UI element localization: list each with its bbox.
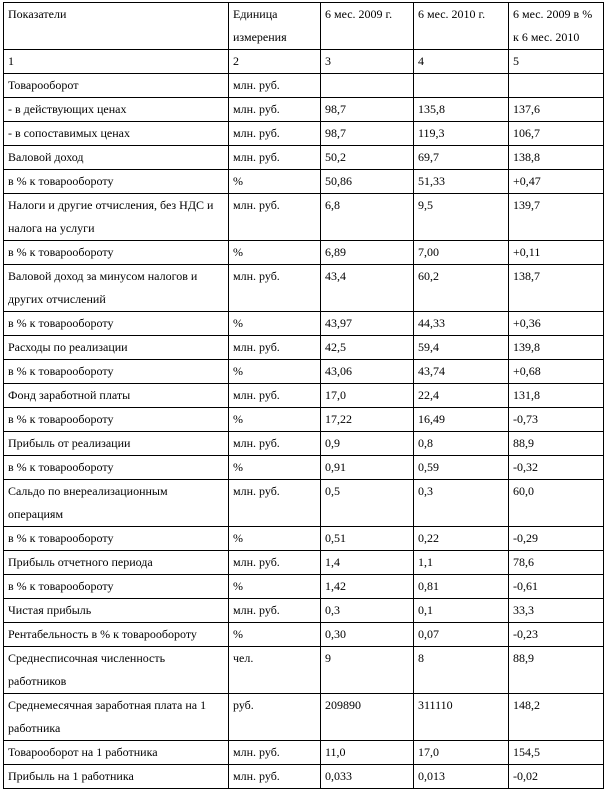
table-row	[4, 194, 604, 241]
value-2009-cell: 0,51	[321, 527, 414, 551]
indicator-cell: в % к товарообороту	[4, 408, 229, 432]
column-number: 2	[229, 50, 321, 74]
value-2009-cell: 50,86	[321, 170, 414, 194]
table-row	[4, 312, 604, 336]
table-row	[4, 623, 604, 647]
value-2010-cell: 135,8	[414, 98, 509, 122]
value-2010-cell: 0,07	[414, 623, 509, 647]
value-2009-cell: 42,5	[321, 336, 414, 360]
indicator-cell: в % к товарообороту	[4, 527, 229, 551]
value-2009-cell: 17,22	[321, 408, 414, 432]
indicator-cell: Валовой доход	[4, 146, 229, 170]
ratio-cell: +0,68	[509, 360, 604, 384]
table-row	[4, 408, 604, 432]
table-row	[4, 527, 604, 551]
value-2009-cell: 98,7	[321, 122, 414, 146]
unit-cell: %	[229, 456, 321, 480]
unit-cell: млн. руб.	[229, 432, 321, 456]
unit-cell: млн. руб.	[229, 122, 321, 146]
table-row	[4, 432, 604, 456]
unit-cell: млн. руб.	[229, 98, 321, 122]
unit-cell: млн. руб.	[229, 336, 321, 360]
unit-cell: млн. руб.	[229, 599, 321, 623]
table-row	[4, 146, 604, 170]
value-2010-cell: 22,4	[414, 384, 509, 408]
table-row	[4, 480, 604, 527]
table-row	[4, 456, 604, 480]
table-row	[4, 647, 604, 694]
table-row	[4, 599, 604, 623]
ratio-cell: 154,5	[509, 741, 604, 765]
ratio-cell: 139,8	[509, 336, 604, 360]
value-2009-cell: 11,0	[321, 741, 414, 765]
indicator-cell: Прибыль на 1 работника	[4, 765, 229, 789]
table-row	[4, 765, 604, 789]
unit-cell: чел.	[229, 647, 321, 694]
ratio-cell: 33,3	[509, 599, 604, 623]
ratio-cell: 138,7	[509, 265, 604, 312]
unit-cell: млн. руб.	[229, 741, 321, 765]
indicator-cell: Среднемесячная заработная плата на 1 работника	[4, 694, 229, 741]
table-row	[4, 384, 604, 408]
indicators-table	[3, 2, 604, 789]
value-2009-cell: 209890	[321, 694, 414, 741]
unit-cell: %	[229, 241, 321, 265]
value-2009-cell: 43,4	[321, 265, 414, 312]
unit-cell: %	[229, 623, 321, 647]
table-row	[4, 741, 604, 765]
header-unit: Единица измерения	[229, 3, 321, 50]
ratio-cell: +0,47	[509, 170, 604, 194]
ratio-cell: -0,23	[509, 623, 604, 647]
table-row	[4, 336, 604, 360]
column-number: 3	[321, 50, 414, 74]
value-2009-cell: 0,5	[321, 480, 414, 527]
ratio-cell: -0,29	[509, 527, 604, 551]
header-indicator: Показатели	[4, 3, 229, 50]
indicator-cell: Валовой доход за минусом налогов и других отчислений	[4, 265, 229, 312]
table-row	[4, 170, 604, 194]
column-number: 4	[414, 50, 509, 74]
value-2009-cell: 6,8	[321, 194, 414, 241]
unit-cell: млн. руб.	[229, 194, 321, 241]
value-2009-cell: 6,89	[321, 241, 414, 265]
unit-cell: млн. руб.	[229, 765, 321, 789]
value-2010-cell: 0,8	[414, 432, 509, 456]
value-2010-cell: 60,2	[414, 265, 509, 312]
table-row	[4, 122, 604, 146]
value-2010-cell: 17,0	[414, 741, 509, 765]
indicator-cell: - в сопоставимых ценах	[4, 122, 229, 146]
ratio-cell: +0,11	[509, 241, 604, 265]
value-2009-cell: 17,0	[321, 384, 414, 408]
indicator-cell: в % к товарообороту	[4, 312, 229, 336]
ratio-cell: 60,0	[509, 480, 604, 527]
table-row	[4, 265, 604, 312]
value-2010-cell: 69,7	[414, 146, 509, 170]
ratio-cell: -0,73	[509, 408, 604, 432]
header-ratio: 6 мес. 2009 в % к 6 мес. 2010	[509, 3, 604, 50]
ratio-cell: 78,6	[509, 551, 604, 575]
value-2009-cell: 0,30	[321, 623, 414, 647]
indicator-cell: в % к товарообороту	[4, 360, 229, 384]
unit-cell: млн. руб.	[229, 551, 321, 575]
value-2009-cell: 43,97	[321, 312, 414, 336]
value-2010-cell: 119,3	[414, 122, 509, 146]
numbering-row	[4, 50, 604, 74]
value-2010-cell: 44,33	[414, 312, 509, 336]
value-2010-cell: 16,49	[414, 408, 509, 432]
value-2010-cell	[414, 74, 509, 98]
indicator-cell: Товарооборот	[4, 74, 229, 98]
unit-cell: %	[229, 408, 321, 432]
ratio-cell: +0,36	[509, 312, 604, 336]
indicator-cell: Сальдо по внереализационным операциям	[4, 480, 229, 527]
column-number: 1	[4, 50, 229, 74]
ratio-cell: -0,02	[509, 765, 604, 789]
ratio-cell: 139,7	[509, 194, 604, 241]
value-2010-cell: 0,3	[414, 480, 509, 527]
value-2010-cell: 0,013	[414, 765, 509, 789]
indicator-cell: - в действующих ценах	[4, 98, 229, 122]
unit-cell: %	[229, 575, 321, 599]
value-2010-cell: 1,1	[414, 551, 509, 575]
table-row	[4, 694, 604, 741]
ratio-cell: 88,9	[509, 647, 604, 694]
value-2010-cell: 0,81	[414, 575, 509, 599]
value-2009-cell: 0,9	[321, 432, 414, 456]
value-2010-cell: 0,1	[414, 599, 509, 623]
table-row	[4, 74, 604, 98]
table-row	[4, 241, 604, 265]
value-2009-cell: 43,06	[321, 360, 414, 384]
indicator-cell: Прибыль отчетного периода	[4, 551, 229, 575]
unit-cell: %	[229, 360, 321, 384]
indicator-cell: в % к товарообороту	[4, 170, 229, 194]
ratio-cell: 88,9	[509, 432, 604, 456]
unit-cell: %	[229, 527, 321, 551]
column-number: 5	[509, 50, 604, 74]
ratio-cell: 138,8	[509, 146, 604, 170]
ratio-cell: -0,61	[509, 575, 604, 599]
unit-cell: млн. руб.	[229, 265, 321, 312]
ratio-cell: 131,8	[509, 384, 604, 408]
value-2009-cell: 98,7	[321, 98, 414, 122]
indicator-cell: Прибыль от реализации	[4, 432, 229, 456]
value-2010-cell: 43,74	[414, 360, 509, 384]
unit-cell: млн. руб.	[229, 146, 321, 170]
value-2010-cell: 59,4	[414, 336, 509, 360]
header-row	[4, 3, 604, 50]
indicator-cell: Товарооборот на 1 работника	[4, 741, 229, 765]
unit-cell: млн. руб.	[229, 480, 321, 527]
value-2009-cell: 50,2	[321, 146, 414, 170]
indicator-cell: Среднесписочная численность работников	[4, 647, 229, 694]
unit-cell: руб.	[229, 694, 321, 741]
unit-cell: млн. руб.	[229, 384, 321, 408]
unit-cell: %	[229, 312, 321, 336]
value-2009-cell: 0,033	[321, 765, 414, 789]
value-2010-cell: 311110	[414, 694, 509, 741]
indicator-cell: Рентабельность в % к товарообороту	[4, 623, 229, 647]
table-row	[4, 551, 604, 575]
ratio-cell: 137,6	[509, 98, 604, 122]
value-2010-cell: 0,59	[414, 456, 509, 480]
value-2009-cell: 0,3	[321, 599, 414, 623]
table-body	[4, 3, 604, 789]
ratio-cell: -0,32	[509, 456, 604, 480]
value-2009-cell: 1,4	[321, 551, 414, 575]
indicator-cell: Налоги и другие отчисления, без НДС и налога на услуги	[4, 194, 229, 241]
ratio-cell: 106,7	[509, 122, 604, 146]
unit-cell: %	[229, 170, 321, 194]
value-2009-cell	[321, 74, 414, 98]
indicator-cell: в % к товарообороту	[4, 456, 229, 480]
indicator-cell: Расходы по реализации	[4, 336, 229, 360]
header-period-2010: 6 мес. 2010 г.	[414, 3, 509, 50]
unit-cell: млн. руб.	[229, 74, 321, 98]
value-2010-cell: 0,22	[414, 527, 509, 551]
value-2010-cell: 7,00	[414, 241, 509, 265]
value-2009-cell: 1,42	[321, 575, 414, 599]
ratio-cell: 148,2	[509, 694, 604, 741]
table-row	[4, 575, 604, 599]
header-period-2009: 6 мес. 2009 г.	[321, 3, 414, 50]
value-2010-cell: 8	[414, 647, 509, 694]
indicator-cell: в % к товарообороту	[4, 241, 229, 265]
value-2009-cell: 0,91	[321, 456, 414, 480]
value-2009-cell: 9	[321, 647, 414, 694]
indicator-cell: Чистая прибыль	[4, 599, 229, 623]
ratio-cell	[509, 74, 604, 98]
value-2010-cell: 51,33	[414, 170, 509, 194]
indicator-cell: Фонд заработной платы	[4, 384, 229, 408]
table-row	[4, 360, 604, 384]
table-row	[4, 98, 604, 122]
value-2010-cell: 9,5	[414, 194, 509, 241]
indicator-cell: в % к товарообороту	[4, 575, 229, 599]
